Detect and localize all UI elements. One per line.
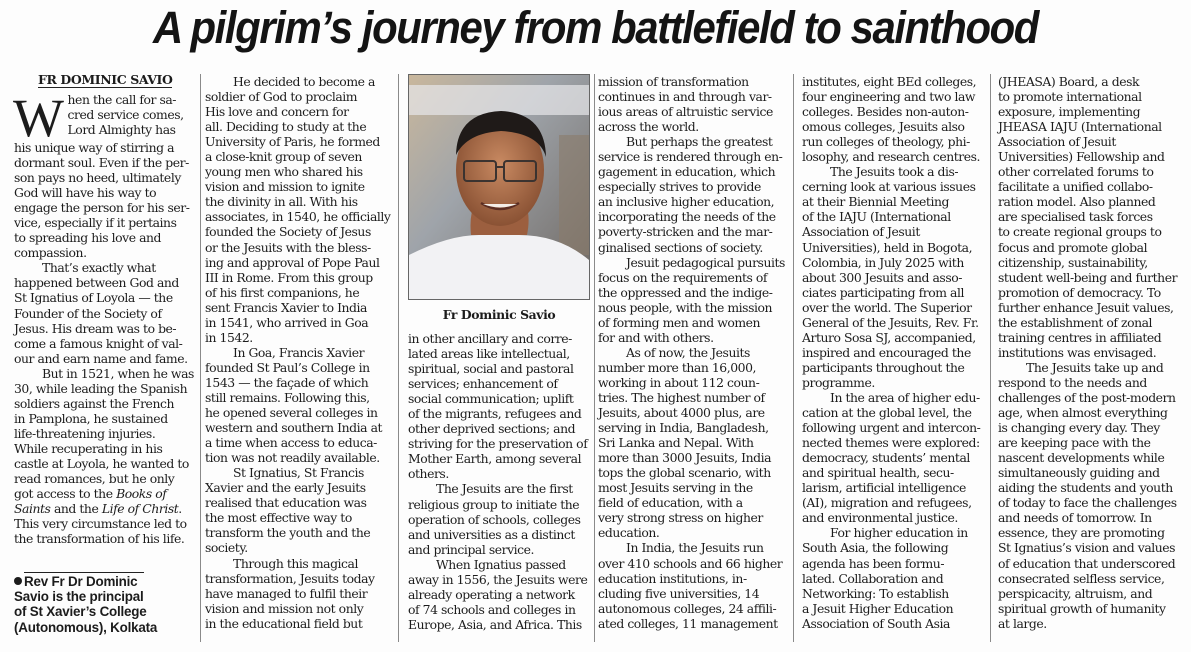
text-line: In the area of higher edu- xyxy=(830,389,980,405)
text-line: and environmental justice. xyxy=(802,510,958,526)
text-line: western and southern India at xyxy=(205,420,383,436)
text-line: colleges. Besides non-auton- xyxy=(802,104,969,120)
text-line: and principal service. xyxy=(408,541,535,557)
text-line: religious group to initiate the xyxy=(408,496,580,512)
text-line: omous colleges, Jesuits also xyxy=(802,119,965,135)
drop-cap: W xyxy=(13,88,64,148)
text-line: spiritual, social and pastoral xyxy=(408,361,574,377)
text-line: programme. xyxy=(802,374,875,390)
text-line: facilitate a unified collabo- xyxy=(998,179,1153,195)
text-line: As of now, the Jesuits xyxy=(626,344,750,360)
text-line: for and with others. xyxy=(598,329,714,345)
text-line: For higher education in xyxy=(830,525,968,541)
text-line: field of education, with a xyxy=(598,495,743,511)
column-4 xyxy=(598,74,788,631)
text-line: losophy, and research centres. xyxy=(802,149,981,165)
text-line: are keeping pace with the xyxy=(998,435,1151,451)
text-line: nected themes were explored: xyxy=(802,435,980,451)
text-line: inspired and encouraged the xyxy=(802,344,971,360)
text-line: General of the Jesuits, Rev. Fr. xyxy=(802,314,979,330)
text-line: Colombia, in July 2025 with xyxy=(802,254,964,270)
headline: A pilgrim’s journey from battlefield to sainthood xyxy=(153,2,1038,53)
text-line: tion was not readily available. xyxy=(205,450,380,466)
text-line: His love and concern for xyxy=(205,104,349,120)
text-line: other correlated forums to xyxy=(998,164,1154,180)
text-line: of the migrants, refugees and xyxy=(408,406,582,422)
bio-line xyxy=(14,574,157,589)
text-run: . xyxy=(178,501,182,517)
text-line: society. xyxy=(205,540,248,556)
text-line: simultaneously guiding and xyxy=(998,465,1160,481)
text-line: of forming men and women xyxy=(598,314,761,330)
text-line: participants throughout the xyxy=(802,359,965,375)
text-line: the divinity in all. With his xyxy=(205,194,358,210)
text-line: soldier of God to proclaim xyxy=(205,89,358,105)
text-line: Association of Jesuit xyxy=(998,134,1116,150)
bio-divider xyxy=(24,572,144,573)
text-line: aiding the students and youth xyxy=(998,480,1173,496)
text-line: But perhaps the greatest xyxy=(626,134,773,150)
text-line: of the IAJU (International xyxy=(802,209,951,225)
column-3 xyxy=(408,331,592,632)
text-line: striving for the preservation of xyxy=(408,436,588,452)
bio-text: Rev Fr Dr Dominic xyxy=(24,574,138,589)
text-line: a close-knit group of seven xyxy=(205,149,362,165)
column-1 xyxy=(13,88,196,547)
text-line: of 74 schools and colleges in xyxy=(408,601,576,617)
text-line: institutions was envisaged. xyxy=(998,344,1157,360)
column-divider xyxy=(793,74,794,642)
author-bio xyxy=(14,574,157,635)
photo-caption: Fr Dominic Savio xyxy=(442,307,556,322)
text-line: 30, while leading the Spanish xyxy=(14,380,188,396)
text-line: life-threatening injuries. xyxy=(14,425,156,441)
text-line: He decided to become a xyxy=(233,74,375,89)
column-divider xyxy=(990,74,991,642)
text-line: Mother Earth, among several xyxy=(408,451,582,467)
text-line: democracy, students’ mental xyxy=(802,450,970,466)
text-line: Universities) Fellowship and xyxy=(998,149,1165,165)
text-line: ciates participating from all xyxy=(802,284,965,300)
text-line: soldiers against the French xyxy=(14,395,174,411)
text-line: God will have his way to xyxy=(14,185,157,201)
text-line: challenges of the post-modern xyxy=(998,389,1176,405)
text-line: continues in and through var- xyxy=(598,89,772,105)
text-line: cerning look at various issues xyxy=(802,179,976,195)
text-line: associates, in 1540, he officially xyxy=(205,209,391,225)
text-line: about 300 Jesuits and asso- xyxy=(802,269,962,285)
text-line: to promote international xyxy=(998,89,1142,105)
text-line: realised that education was xyxy=(205,495,367,511)
text-line: in Pamplona, he sustained xyxy=(14,410,168,426)
text-line: education institutions, in- xyxy=(598,570,747,586)
text-line: most Jesuits serving in the xyxy=(598,480,753,496)
text-line: a Jesuit Higher Education xyxy=(802,600,954,616)
text-line: and universities as a distinct xyxy=(408,526,575,542)
text-line: Europe, Asia, and Africa. This xyxy=(408,616,582,632)
book-title: Life of Christ xyxy=(101,501,179,517)
text-line: perspicacity, altruism, and xyxy=(998,585,1153,601)
text-line: to spreading his love and xyxy=(14,230,162,246)
text-line: training centres in affiliated xyxy=(998,329,1162,345)
text-line: Universities), held in Bogota, xyxy=(802,239,973,255)
text-line: the most effective way to xyxy=(205,510,352,526)
author-photo xyxy=(408,74,590,300)
text-line: Jesuit pedagogical pursuits xyxy=(626,254,785,270)
text-line: III in Rome. From this group xyxy=(205,269,373,285)
bio-line: of St Xavier’s College xyxy=(14,604,147,620)
text-line: 1543 — the façade of which xyxy=(205,374,369,390)
text-line: the transformation of his life. xyxy=(14,531,185,547)
text-line: still remains. Following this, xyxy=(205,389,370,405)
text-line: across the world. xyxy=(598,119,699,135)
text-line: or the Jesuits with the bless- xyxy=(205,239,371,255)
text-line: come a famous knight of val- xyxy=(14,335,183,351)
text-line: tries. The highest number of xyxy=(598,389,765,405)
text-line: South Asia, the following xyxy=(802,540,949,556)
text-line: vice, especially if it pertains xyxy=(14,215,177,231)
text-line: This very circumstance led to xyxy=(14,516,187,532)
text-line: serving in India, Bangladesh, xyxy=(598,420,769,436)
text-line: founded the Society of Jesus xyxy=(205,224,371,240)
column-divider xyxy=(398,74,399,642)
text-line: essence, they are promoting xyxy=(998,525,1165,541)
text-line: poverty-stricken and the mar- xyxy=(598,224,773,240)
text-line: mission of transformation xyxy=(598,74,749,89)
text-line: read romances, but he only xyxy=(14,471,175,487)
text-line: age, when almost everything xyxy=(998,405,1168,421)
text-line: In Goa, Francis Xavier xyxy=(233,344,365,360)
text-line: very strong stress on higher xyxy=(598,510,763,526)
text-line: he opened several colleges in xyxy=(205,405,378,421)
text-line: to create regional groups to xyxy=(998,224,1162,240)
text-line: away in 1556, the Jesuits were xyxy=(408,571,588,587)
text-line: incorporating the needs of the xyxy=(598,209,776,225)
text-line: consecrated selfless service, xyxy=(998,570,1165,586)
text-line: student well-being and further xyxy=(998,269,1178,285)
text-line: Association of Jesuit xyxy=(802,224,920,240)
text-line: focus and promote global xyxy=(998,239,1148,255)
text-line: over the world. The Superior xyxy=(802,299,972,315)
text-line: ing and approval of Pope Paul xyxy=(205,254,380,270)
text-line: Through this magical xyxy=(233,555,358,571)
text-line: at large. xyxy=(998,615,1047,631)
text-line: transform the youth and the xyxy=(205,525,371,541)
text-line: (AI), migration and refugees, xyxy=(802,495,972,511)
text-line: service is rendered through en- xyxy=(598,149,783,165)
text-line: of his first companions, he xyxy=(205,284,360,300)
text-line: is changing every day. They xyxy=(998,420,1160,436)
text-line: citizenship, sustainability, xyxy=(998,254,1148,270)
text-line: have managed to fulfil their xyxy=(205,585,368,601)
book-title: Saints xyxy=(14,501,51,517)
text-line: hen the call for sa- xyxy=(67,92,177,107)
text-line: dormant soul. Even if the per- xyxy=(14,155,189,171)
text-line: happened between God and xyxy=(14,275,179,291)
text-line: agenda has been formu- xyxy=(802,555,945,571)
text-line: ious areas of altruistic service xyxy=(598,104,773,120)
text-line: number more than 16,000, xyxy=(598,359,756,375)
text-line: autonomous colleges, 24 affili- xyxy=(598,600,777,616)
text-line: cred service comes, xyxy=(67,107,184,123)
text-line: all. Deciding to study at the xyxy=(205,119,367,135)
text-line: of today to face the challenges xyxy=(998,495,1177,511)
text-line: services; enhancement of xyxy=(408,376,558,392)
text-line: St Ignatius’s vision and values xyxy=(998,540,1176,556)
text-line: vision and mission not only xyxy=(205,600,364,616)
text-line: exposure, implementing xyxy=(998,104,1141,120)
text-line: Networking: To establish xyxy=(802,585,949,601)
text-line: in other ancillary and corre- xyxy=(408,331,572,346)
text-line: ration model. Also planned xyxy=(998,194,1156,210)
text-line: run colleges of theology, phi- xyxy=(802,134,970,150)
column-2 xyxy=(205,74,395,631)
bullet-icon xyxy=(14,577,22,585)
text-line: and spiritual health, secu- xyxy=(802,465,954,481)
text-line: more than 3000 Jesuits, India xyxy=(598,450,772,466)
text-line: (JHEASA) Board, a desk xyxy=(998,74,1140,89)
text-line: Lord Almighty has xyxy=(67,122,176,138)
text-line: While recuperating in his xyxy=(14,440,163,456)
text-line: institutes, eight BEd colleges, xyxy=(802,74,977,89)
text-run: got access to the xyxy=(14,486,113,502)
text-line: and needs of tomorrow. In xyxy=(998,510,1152,526)
bio-line: Savio is the principal xyxy=(14,589,144,605)
text-line: transformation, Jesuits today xyxy=(205,570,375,586)
text-line: especially strives to provide xyxy=(598,179,761,195)
text-line: in 1542. xyxy=(205,329,253,345)
portrait-image xyxy=(409,75,589,299)
text-line: Jesuits, about 4000 plus, are xyxy=(598,405,765,421)
text-line: Founder of the Society of xyxy=(14,305,162,321)
text-line: Arturo Sosa SJ, accompanied, xyxy=(802,329,976,345)
text-line: following urgent and intercon- xyxy=(802,420,981,436)
text-line: That’s exactly what xyxy=(42,260,156,276)
text-line: four engineering and two law xyxy=(802,89,976,105)
text-line: Sri Lanka and Nepal. With xyxy=(598,435,754,451)
column-6 xyxy=(998,74,1188,631)
text-line: Jesus. His dream was to be- xyxy=(14,320,177,336)
text-line: in 1541, who arrived in Goa xyxy=(205,314,369,330)
text-line xyxy=(14,501,196,516)
text-line: son pays no heed, ultimately xyxy=(14,170,181,186)
text-line xyxy=(14,486,196,501)
text-line: other deprived sections; and xyxy=(408,421,576,437)
column-divider xyxy=(594,74,595,642)
text-line: in the educational field but xyxy=(205,615,363,631)
text-line: cation at the global level, the xyxy=(802,405,972,421)
column-divider xyxy=(200,74,201,642)
byline: FR DOMINIC SAVIO xyxy=(38,72,173,87)
text-line: further enhance Jesuit values, xyxy=(998,299,1174,315)
text-line: But in 1521, when he was xyxy=(42,365,194,381)
text-line: cluding five universities, 14 xyxy=(598,585,760,601)
text-line: tops the global scenario, with xyxy=(598,465,771,481)
text-line: founded St Paul’s College in xyxy=(205,359,370,375)
text-line: education. xyxy=(598,525,660,541)
text-line: over 410 schools and 66 higher xyxy=(598,555,783,571)
text-line: sent Francis Xavier to India xyxy=(205,299,367,315)
text-line: a time when access to educa- xyxy=(205,435,377,451)
text-line: ated colleges, 11 management xyxy=(598,615,778,631)
text-line: nascent developments while xyxy=(998,450,1165,466)
text-line: The Jesuits take up and xyxy=(1026,359,1164,375)
text-line: lated. Collaboration and xyxy=(802,570,944,586)
text-line: The Jesuits are the first xyxy=(436,481,573,497)
text-line: of education that underscored xyxy=(998,555,1176,571)
text-line: promotion of democracy. To xyxy=(998,284,1161,300)
text-line: Association of South Asia xyxy=(802,615,950,631)
text-line: compassion. xyxy=(14,245,87,261)
text-line: gagement in education, which xyxy=(598,164,776,180)
text-line: the oppressed and the indige- xyxy=(598,284,773,300)
text-run: and the xyxy=(53,501,99,517)
text-line: engage the person for his ser- xyxy=(14,200,190,216)
text-line: focus on the requirements of xyxy=(598,269,768,285)
text-line: When Ignatius passed xyxy=(436,556,566,572)
text-line: operation of schools, colleges xyxy=(408,511,581,527)
text-line: lated areas like intellectual, xyxy=(408,346,570,362)
text-line: at their Biennial Meeting xyxy=(802,194,949,210)
text-line: working in about 112 coun- xyxy=(598,374,760,390)
text-line: University of Paris, he formed xyxy=(205,134,380,150)
text-line: St Ignatius, St Francis xyxy=(233,465,364,481)
text-line: an inclusive higher education, xyxy=(598,194,775,210)
book-title: Books of xyxy=(116,486,167,502)
text-line: his unique way of stirring a xyxy=(14,140,175,155)
text-line: respond to the needs and xyxy=(998,374,1147,390)
text-line: ginalised sections of society. xyxy=(598,239,763,255)
text-line: already operating a network xyxy=(408,586,575,602)
text-line: In India, the Jesuits run xyxy=(626,540,764,556)
text-line: The Jesuits took a dis- xyxy=(830,164,959,180)
bio-line: (Autonomous), Kolkata xyxy=(14,619,158,635)
text-line: spiritual growth of humanity xyxy=(998,600,1166,616)
text-line: nous people, with the mission xyxy=(598,299,773,315)
text-line: larism, artificial intelligence xyxy=(802,480,966,496)
text-line: the establishment of zonal xyxy=(998,314,1153,330)
text-line: Xavier and the early Jesuits xyxy=(205,480,366,496)
text-line: our and earn name and fame. xyxy=(14,350,188,366)
column-5 xyxy=(802,74,988,631)
text-line: castle at Loyola, he wanted to xyxy=(14,455,189,471)
text-line: St Ignatius of Loyola — the xyxy=(14,290,173,306)
text-line: social communication; uplift xyxy=(408,391,574,407)
text-line: JHEASA IAJU (International xyxy=(998,119,1162,135)
text-line: are specialised task forces xyxy=(998,209,1153,225)
text-line: others. xyxy=(408,466,449,482)
text-line: vision and mission to ignite xyxy=(205,179,365,195)
text-line: young men who shared his xyxy=(205,164,363,180)
